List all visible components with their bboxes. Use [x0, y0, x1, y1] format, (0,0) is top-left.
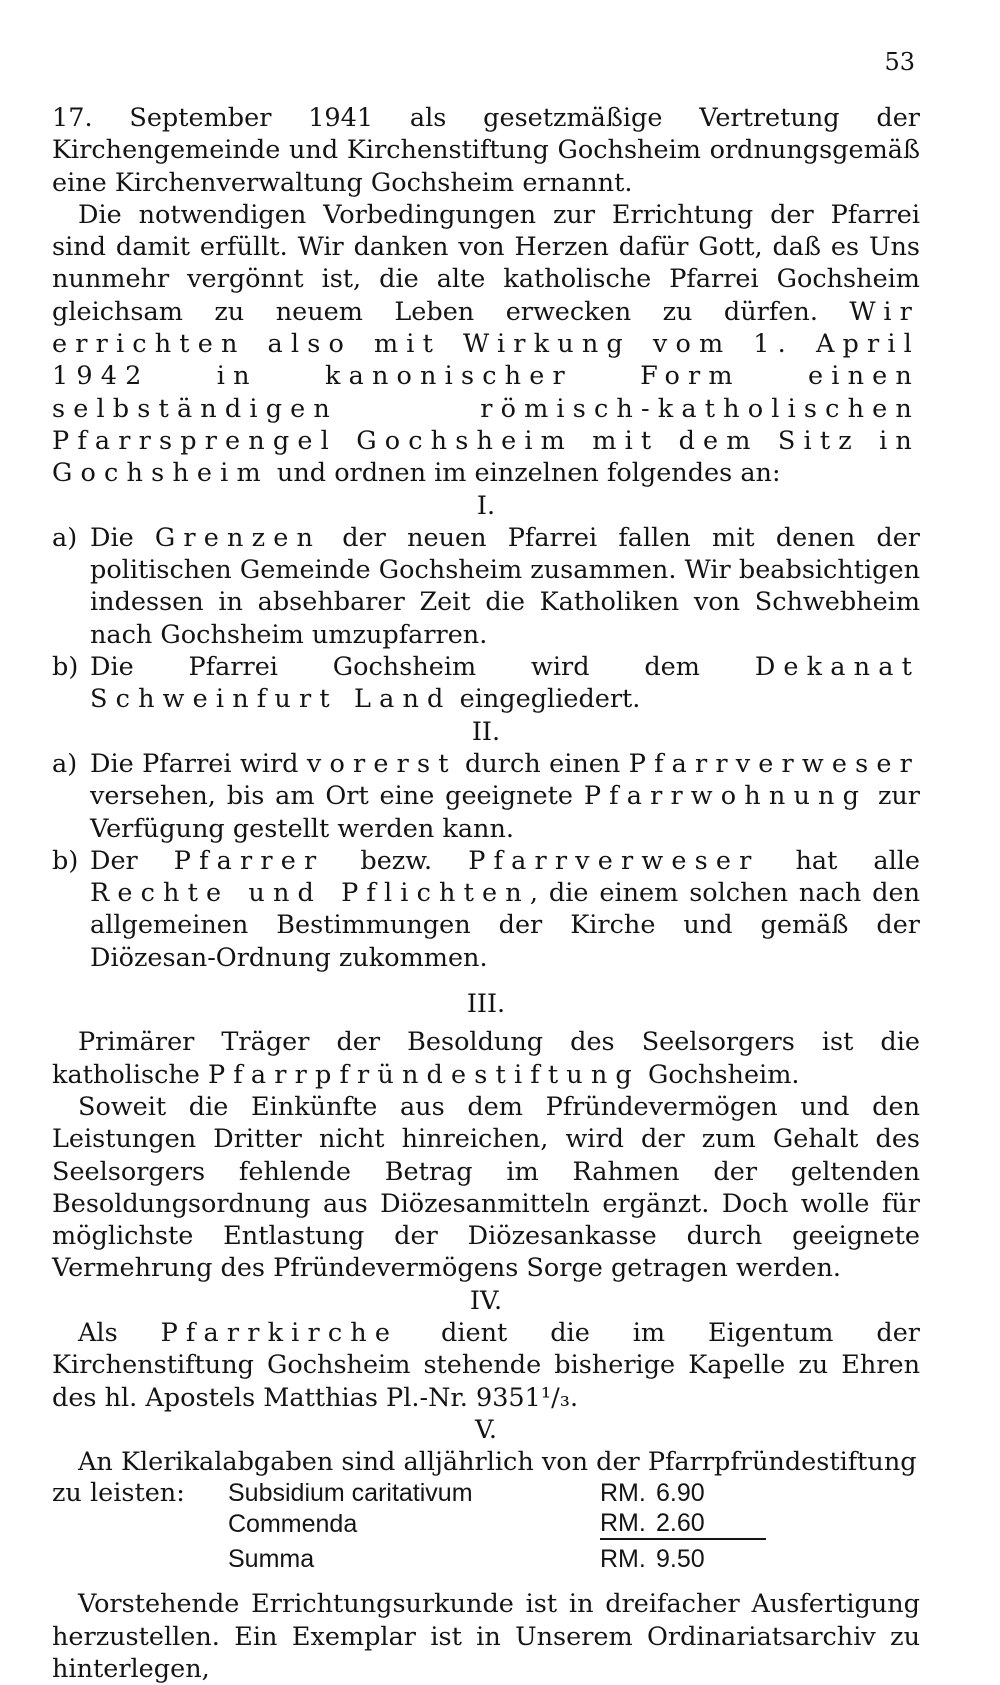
total-row — [52, 1544, 766, 1574]
spaced-term: Pfarrkirche — [160, 1317, 399, 1348]
section-iii-paragraph-2: Soweit die Einkünfte aus dem Pfründevermögen und den Leistungen Dritter nicht hinreichen, wird der zum Gehalt des Seelsorgers fehlende Betrag im Rahmen der geltenden Besoldungsordnung aus Diözesanmitteln ergänzt. Doch wolle für möglichste Entlastung der Diözesankasse durch geeignete Vermehrung des Pfründevermögens Sorge getragen werden. — [52, 1091, 920, 1284]
section-ii-item-b — [52, 845, 920, 974]
spaced-term: Pfarrwohnung — [583, 781, 868, 812]
item-text: Die Pfarrei Gochsheim wird dem Dekanat Schweinfurt Land eingegliedert. — [90, 652, 920, 715]
closing-paragraph: Vorstehende Errichtungsurkunde ist in dreifacher Ausfertigung herzustellen. Ein Exemplar ist in Unserem Ordinariatsarchiv zu hinterlegen, — [52, 1589, 920, 1685]
spaced-term: Pfarrverweser — [468, 845, 760, 876]
spaced-term: Dekanat Schweinfurt Land — [90, 652, 920, 715]
spaced-term: Pfarrer — [173, 845, 325, 876]
section-iii-paragraph-1: Primärer Träger der Besoldung des Seelsorgers ist die katholische Pfarrpfründestiftung Gochsheim. — [52, 1027, 920, 1090]
item-text: Die Grenzen der neuen Pfarrei fallen mit denen der politischen Gemeinde Gochsheim zusammen. Wir beabsichtigen indessen in absehbarer Zeit die Katholiken von Schwebheim nach Gochsheim umzupfarren. — [90, 522, 920, 650]
fee-currency: RM. — [600, 1509, 646, 1538]
spaced-term: Grenzen — [154, 522, 322, 553]
fee-amount: 6.90 — [656, 1479, 705, 1508]
total-amount: 9.50 — [656, 1545, 705, 1574]
section-i-item-a — [52, 522, 920, 651]
spaced-term: Rechte und Pflichten — [90, 878, 530, 909]
fee-name: Subsidium caritativum — [228, 1479, 473, 1508]
spaced-term: Pfarrverweser — [628, 748, 920, 779]
fee-currency: RM. — [600, 1479, 646, 1508]
section-heading-ii: II. — [471, 716, 501, 747]
item-text: Der Pfarrer bezw. Pfarrverweser hat alle Rechte und Pflichten, die einem solchen nach den allgemeinen Bestimmungen der Kirche und gemäß der Diözesan-Ordnung zukommen. — [90, 845, 920, 973]
fraction: ¹/₃ — [540, 1382, 570, 1413]
establishment-paragraph — [52, 199, 920, 490]
section-heading-i: I. — [476, 490, 496, 521]
spaced-term: Pfarrpfründestiftung — [207, 1059, 640, 1090]
fee-amount: 2.60 — [656, 1509, 705, 1538]
establishment-text-a: Die notwendigen Vorbedingungen zur Errichtung der Pfarrei sind damit erfüllt. Wir danken von Herzen dafür Gott, daß es Uns nunmehr vergönnt ist, die alte katholische Pfarrei Gochsheim gleichsam zu neuem Leben erwecken zu dürfen. — [52, 199, 920, 327]
fee-name: Commenda — [228, 1510, 358, 1539]
section-iv-paragraph: Als Pfarrkirche dient die im Eigentum der Kirchenstiftung Gochsheim stehende bisherige Kapelle zu Ehren des hl. Apostels Matthias Pl.-Nr. 9351¹/₃. — [52, 1317, 920, 1413]
item-text: Die Pfarrei wird vorerst durch einen Pfarrverweser versehen, bis am Ort eine geeignete Pfarrwohnung zur Verfügung gestellt werden kann. — [90, 748, 920, 844]
section-heading-iv: IV. — [469, 1285, 503, 1316]
section-i-item-b — [52, 651, 920, 716]
page-number: 53 — [884, 48, 915, 76]
document-body — [52, 102, 920, 1685]
total-name: Summa — [228, 1545, 315, 1574]
section-heading-iii: III. — [466, 989, 506, 1020]
fee-row — [52, 1478, 766, 1508]
spaced-term: vorerst — [306, 748, 457, 779]
item-label: a) — [52, 748, 78, 779]
establishment-decree-spaced: Wir errichten also mit Wirkung vom 1. April 1942 in kanonischer Form einen selbständigen römisch-katholischen Pfarrsprengel Gochsheim mit dem Sitz in Gochsheim — [52, 296, 920, 489]
section-v-paragraph: An Klerikalabgaben sind alljährlich von der Pfarrpfründestiftung — [78, 1447, 917, 1478]
establishment-text-c: und ordnen im einzelnen folgendes an: — [268, 458, 781, 489]
section-heading-v: V. — [474, 1414, 498, 1445]
item-label: b) — [52, 845, 79, 876]
total-currency: RM. — [600, 1545, 646, 1574]
section-ii-item-a — [52, 748, 920, 845]
item-label: b) — [52, 652, 79, 683]
fees-lead-text: zu leisten: — [52, 1478, 185, 1509]
intro-paragraph: 17. September 1941 als gesetzmäßige Vertretung der Kirchengemeinde und Kirchenstiftung Gochsheim ordnungsgemäß eine Kirchenverwaltung Gochsheim ernannt. — [52, 103, 920, 198]
fees-table — [52, 1478, 766, 1574]
fee-row — [52, 1508, 766, 1539]
item-label: a) — [52, 522, 78, 553]
